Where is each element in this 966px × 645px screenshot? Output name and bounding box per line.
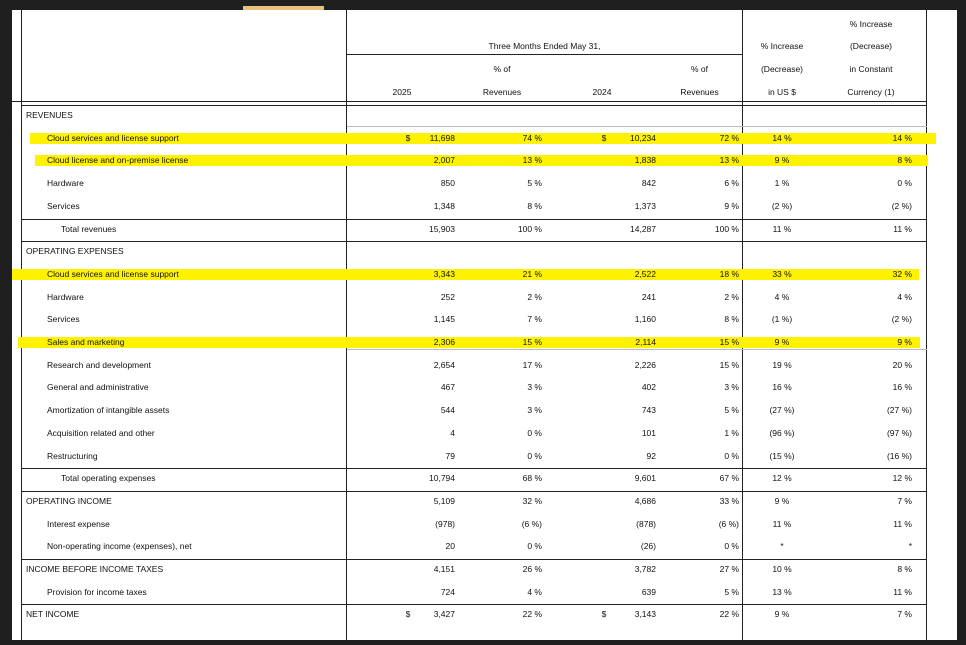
- row-rule: [21, 241, 927, 242]
- value-2024: 10,234: [630, 133, 656, 143]
- usd-change-header-l2: (Decrease): [760, 64, 804, 74]
- row-label: Cloud services and license support: [47, 269, 179, 279]
- cc-change-header-l1: % Increase: [849, 19, 893, 29]
- row-rule: [21, 468, 927, 469]
- value-2024: 402: [641, 382, 656, 392]
- change-constant-currency: 14 %: [892, 133, 912, 143]
- change-usd: 11 %: [772, 224, 792, 234]
- pct-of-header-2024: % of: [690, 64, 708, 74]
- currency-2025: $: [405, 133, 411, 143]
- change-constant-currency: (27 %): [886, 405, 912, 415]
- pct-2024: 100 %: [714, 224, 739, 234]
- pct-2025: 26 %: [522, 564, 542, 574]
- value-2025: (978): [435, 519, 455, 529]
- row-rule: [21, 105, 927, 106]
- value-2025: 544: [440, 405, 455, 415]
- pct-2024: 33 %: [719, 496, 739, 506]
- value-2024: 241: [641, 292, 656, 302]
- pct-2025: 68 %: [522, 473, 542, 483]
- value-2024: 1,838: [634, 155, 656, 165]
- row-label: Research and development: [47, 360, 151, 370]
- value-2025: 11,698: [429, 133, 455, 143]
- value-2024: 3,143: [634, 609, 656, 619]
- change-constant-currency: 8 %: [897, 564, 912, 574]
- change-usd: 19 %: [772, 360, 792, 370]
- row-label: Services: [47, 314, 80, 324]
- value-2025: 5,109: [433, 496, 455, 506]
- change-constant-currency: 8 %: [897, 155, 912, 165]
- financial-table-page: [12, 10, 957, 640]
- header-rule-bottom: [12, 101, 927, 102]
- value-2025: 724: [440, 587, 455, 597]
- section-heading: OPERATING EXPENSES: [26, 246, 124, 256]
- pct-2025: 22 %: [522, 609, 542, 619]
- pct-2024: 27 %: [719, 564, 739, 574]
- change-usd: 10 %: [772, 564, 792, 574]
- pct-of-header-2025: % of: [493, 64, 511, 74]
- value-2025: 2,306: [433, 337, 455, 347]
- change-constant-currency: 11 %: [893, 224, 912, 234]
- change-usd: (2 %): [771, 201, 793, 211]
- change-usd: (1 %): [771, 314, 793, 324]
- row-label: Acquisition related and other: [47, 428, 155, 438]
- pct-2025: 17 %: [522, 360, 542, 370]
- row-rule: [21, 604, 927, 605]
- pct-2025: 4 %: [527, 587, 542, 597]
- pct-2024: 5 %: [724, 587, 739, 597]
- pct-2024: 3 %: [724, 382, 739, 392]
- revenues-header-2025: Revenues: [482, 87, 522, 97]
- change-constant-currency: 12 %: [892, 473, 912, 483]
- change-constant-currency: (2 %): [891, 201, 912, 211]
- value-2024: 4,686: [634, 496, 656, 506]
- row-label: Hardware: [47, 292, 84, 302]
- row-label: Provision for income taxes: [47, 587, 147, 597]
- pct-2025: 21 %: [522, 269, 542, 279]
- row-label: Cloud services and license support: [47, 133, 179, 143]
- value-2024: (26): [640, 541, 656, 551]
- row-label: Cloud license and on-premise license: [47, 155, 189, 165]
- change-constant-currency: (2 %): [891, 314, 912, 324]
- row-label: Hardware: [47, 178, 84, 188]
- value-2024: 9,601: [634, 473, 656, 483]
- value-2025: 850: [440, 178, 455, 188]
- change-constant-currency: 20 %: [892, 360, 912, 370]
- row-label: INCOME BEFORE INCOME TAXES: [26, 564, 164, 574]
- pct-2024: 22 %: [719, 609, 739, 619]
- pct-2025: 32 %: [522, 496, 542, 506]
- value-2024: 92: [646, 451, 656, 461]
- value-2024: (878): [636, 519, 656, 529]
- value-2025: 4,151: [433, 564, 455, 574]
- value-2025: 1,348: [433, 201, 455, 211]
- value-2025: 2,654: [433, 360, 455, 370]
- pct-2025: 0 %: [527, 451, 542, 461]
- usd-change-header-l3: in US $: [768, 87, 796, 97]
- pct-2024: 5 %: [724, 405, 739, 415]
- pct-2025: 5 %: [527, 178, 542, 188]
- change-constant-currency: 11 %: [893, 519, 912, 529]
- value-2025: 20: [445, 541, 455, 551]
- pct-2025: 2 %: [527, 292, 542, 302]
- change-constant-currency: *: [908, 541, 912, 551]
- change-constant-currency: 32 %: [892, 269, 912, 279]
- change-usd: 12 %: [772, 473, 792, 483]
- pct-2025: 3 %: [527, 382, 542, 392]
- change-usd: 9 %: [774, 155, 790, 165]
- period-header: Three Months Ended May 31,: [488, 41, 601, 51]
- value-2025: 467: [440, 382, 455, 392]
- pct-2025: 13 %: [522, 155, 542, 165]
- row-rule: [21, 559, 927, 560]
- change-usd: 9 %: [774, 609, 790, 619]
- row-label: Total operating expenses: [61, 473, 156, 483]
- change-usd: 14 %: [772, 133, 792, 143]
- pct-2025: 15 %: [522, 337, 542, 347]
- change-usd: (27 %): [769, 405, 795, 415]
- change-constant-currency: 0 %: [897, 178, 912, 188]
- currency-2024: $: [601, 133, 607, 143]
- pct-2024: 9 %: [724, 201, 739, 211]
- value-2024: 1,373: [634, 201, 656, 211]
- pct-2025: 0 %: [527, 541, 542, 551]
- pct-2025: 74 %: [522, 133, 542, 143]
- value-2025: 2,007: [433, 155, 455, 165]
- change-constant-currency: 7 %: [897, 609, 912, 619]
- row-label: Restructuring: [47, 451, 98, 461]
- value-2025: 15,903: [429, 224, 455, 234]
- value-2025: 252: [440, 292, 455, 302]
- value-2025: 79: [445, 451, 455, 461]
- change-usd: (15 %): [769, 451, 795, 461]
- pct-2025: (6 %): [521, 519, 542, 529]
- row-label: Sales and marketing: [47, 337, 125, 347]
- value-2025: 10,794: [429, 473, 455, 483]
- row-label: NET INCOME: [26, 609, 80, 619]
- row-rule: [21, 491, 927, 492]
- value-2024: 3,782: [634, 564, 656, 574]
- pct-2024: (6 %): [718, 519, 739, 529]
- value-2024: 2,226: [634, 360, 656, 370]
- value-2025: 3,343: [433, 269, 455, 279]
- row-label: Interest expense: [47, 519, 110, 529]
- change-constant-currency: (97 %): [886, 428, 912, 438]
- cc-change-header-l4: Currency (1): [847, 87, 895, 97]
- currency-2024: $: [601, 609, 607, 619]
- revenues-header-2024: Revenues: [680, 87, 719, 97]
- row-label: OPERATING INCOME: [26, 496, 112, 506]
- change-usd: 11 %: [772, 519, 792, 529]
- pct-2024: 6 %: [724, 178, 739, 188]
- pct-2024: 0 %: [724, 451, 739, 461]
- value-2024: 743: [641, 405, 656, 415]
- change-constant-currency: 9 %: [897, 337, 912, 347]
- value-2024: 842: [641, 178, 656, 188]
- year-2025-header: 2025: [392, 87, 412, 97]
- cc-change-header-l3: in Constant: [849, 64, 893, 74]
- value-2024: 639: [641, 587, 656, 597]
- value-2025: 4: [450, 428, 455, 438]
- row-label: Amortization of intangible assets: [47, 405, 170, 415]
- row-label: General and administrative: [47, 382, 149, 392]
- change-constant-currency: 16 %: [892, 382, 912, 392]
- pct-2025: 3 %: [527, 405, 542, 415]
- change-usd: *: [780, 541, 784, 551]
- cc-change-header-l2: (Decrease): [849, 41, 893, 51]
- pct-2024: 8 %: [724, 314, 739, 324]
- change-usd: 33 %: [772, 269, 792, 279]
- usd-change-header-l1: % Increase: [760, 41, 804, 51]
- change-usd: 9 %: [774, 337, 790, 347]
- pct-2024: 15 %: [719, 337, 739, 347]
- section-heading: REVENUES: [26, 110, 73, 120]
- value-2024: 2,522: [634, 269, 656, 279]
- change-constant-currency: (16 %): [886, 451, 912, 461]
- change-usd: 1 %: [774, 178, 790, 188]
- change-constant-currency: 7 %: [897, 496, 912, 506]
- change-constant-currency: 11 %: [893, 587, 912, 597]
- row-rule: [21, 219, 927, 220]
- value-2024: 101: [641, 428, 656, 438]
- header-rule-period: [347, 54, 742, 55]
- currency-2025: $: [405, 609, 411, 619]
- pct-2024: 2 %: [724, 292, 739, 302]
- value-2024: 2,114: [635, 337, 656, 347]
- row-label: Non-operating income (expenses), net: [47, 541, 192, 551]
- pct-2024: 72 %: [719, 133, 739, 143]
- pct-2024: 13 %: [719, 155, 739, 165]
- pct-2025: 8 %: [527, 201, 542, 211]
- pct-2024: 15 %: [719, 360, 739, 370]
- row-rule: [347, 349, 927, 350]
- pct-2025: 0 %: [527, 428, 542, 438]
- value-2024: 1,160: [634, 314, 656, 324]
- pct-2025: 100 %: [517, 224, 542, 234]
- value-2024: 14,287: [630, 224, 656, 234]
- pct-2024: 67 %: [719, 473, 739, 483]
- value-2025: 3,427: [433, 609, 455, 619]
- pct-2025: 7 %: [527, 314, 542, 324]
- pct-2024: 18 %: [719, 269, 739, 279]
- change-usd: (96 %): [769, 428, 795, 438]
- change-usd: 9 %: [774, 496, 790, 506]
- row-label: Services: [47, 201, 80, 211]
- pct-2024: 0 %: [724, 541, 739, 551]
- change-usd: 16 %: [772, 382, 792, 392]
- change-usd: 13 %: [772, 587, 792, 597]
- pct-2024: 1 %: [724, 428, 739, 438]
- row-rule: [347, 126, 927, 127]
- value-2025: 1,145: [433, 314, 455, 324]
- year-2024-header: 2024: [592, 87, 612, 97]
- change-constant-currency: 4 %: [897, 292, 912, 302]
- change-usd: 4 %: [774, 292, 790, 302]
- row-label: Total revenues: [61, 224, 117, 234]
